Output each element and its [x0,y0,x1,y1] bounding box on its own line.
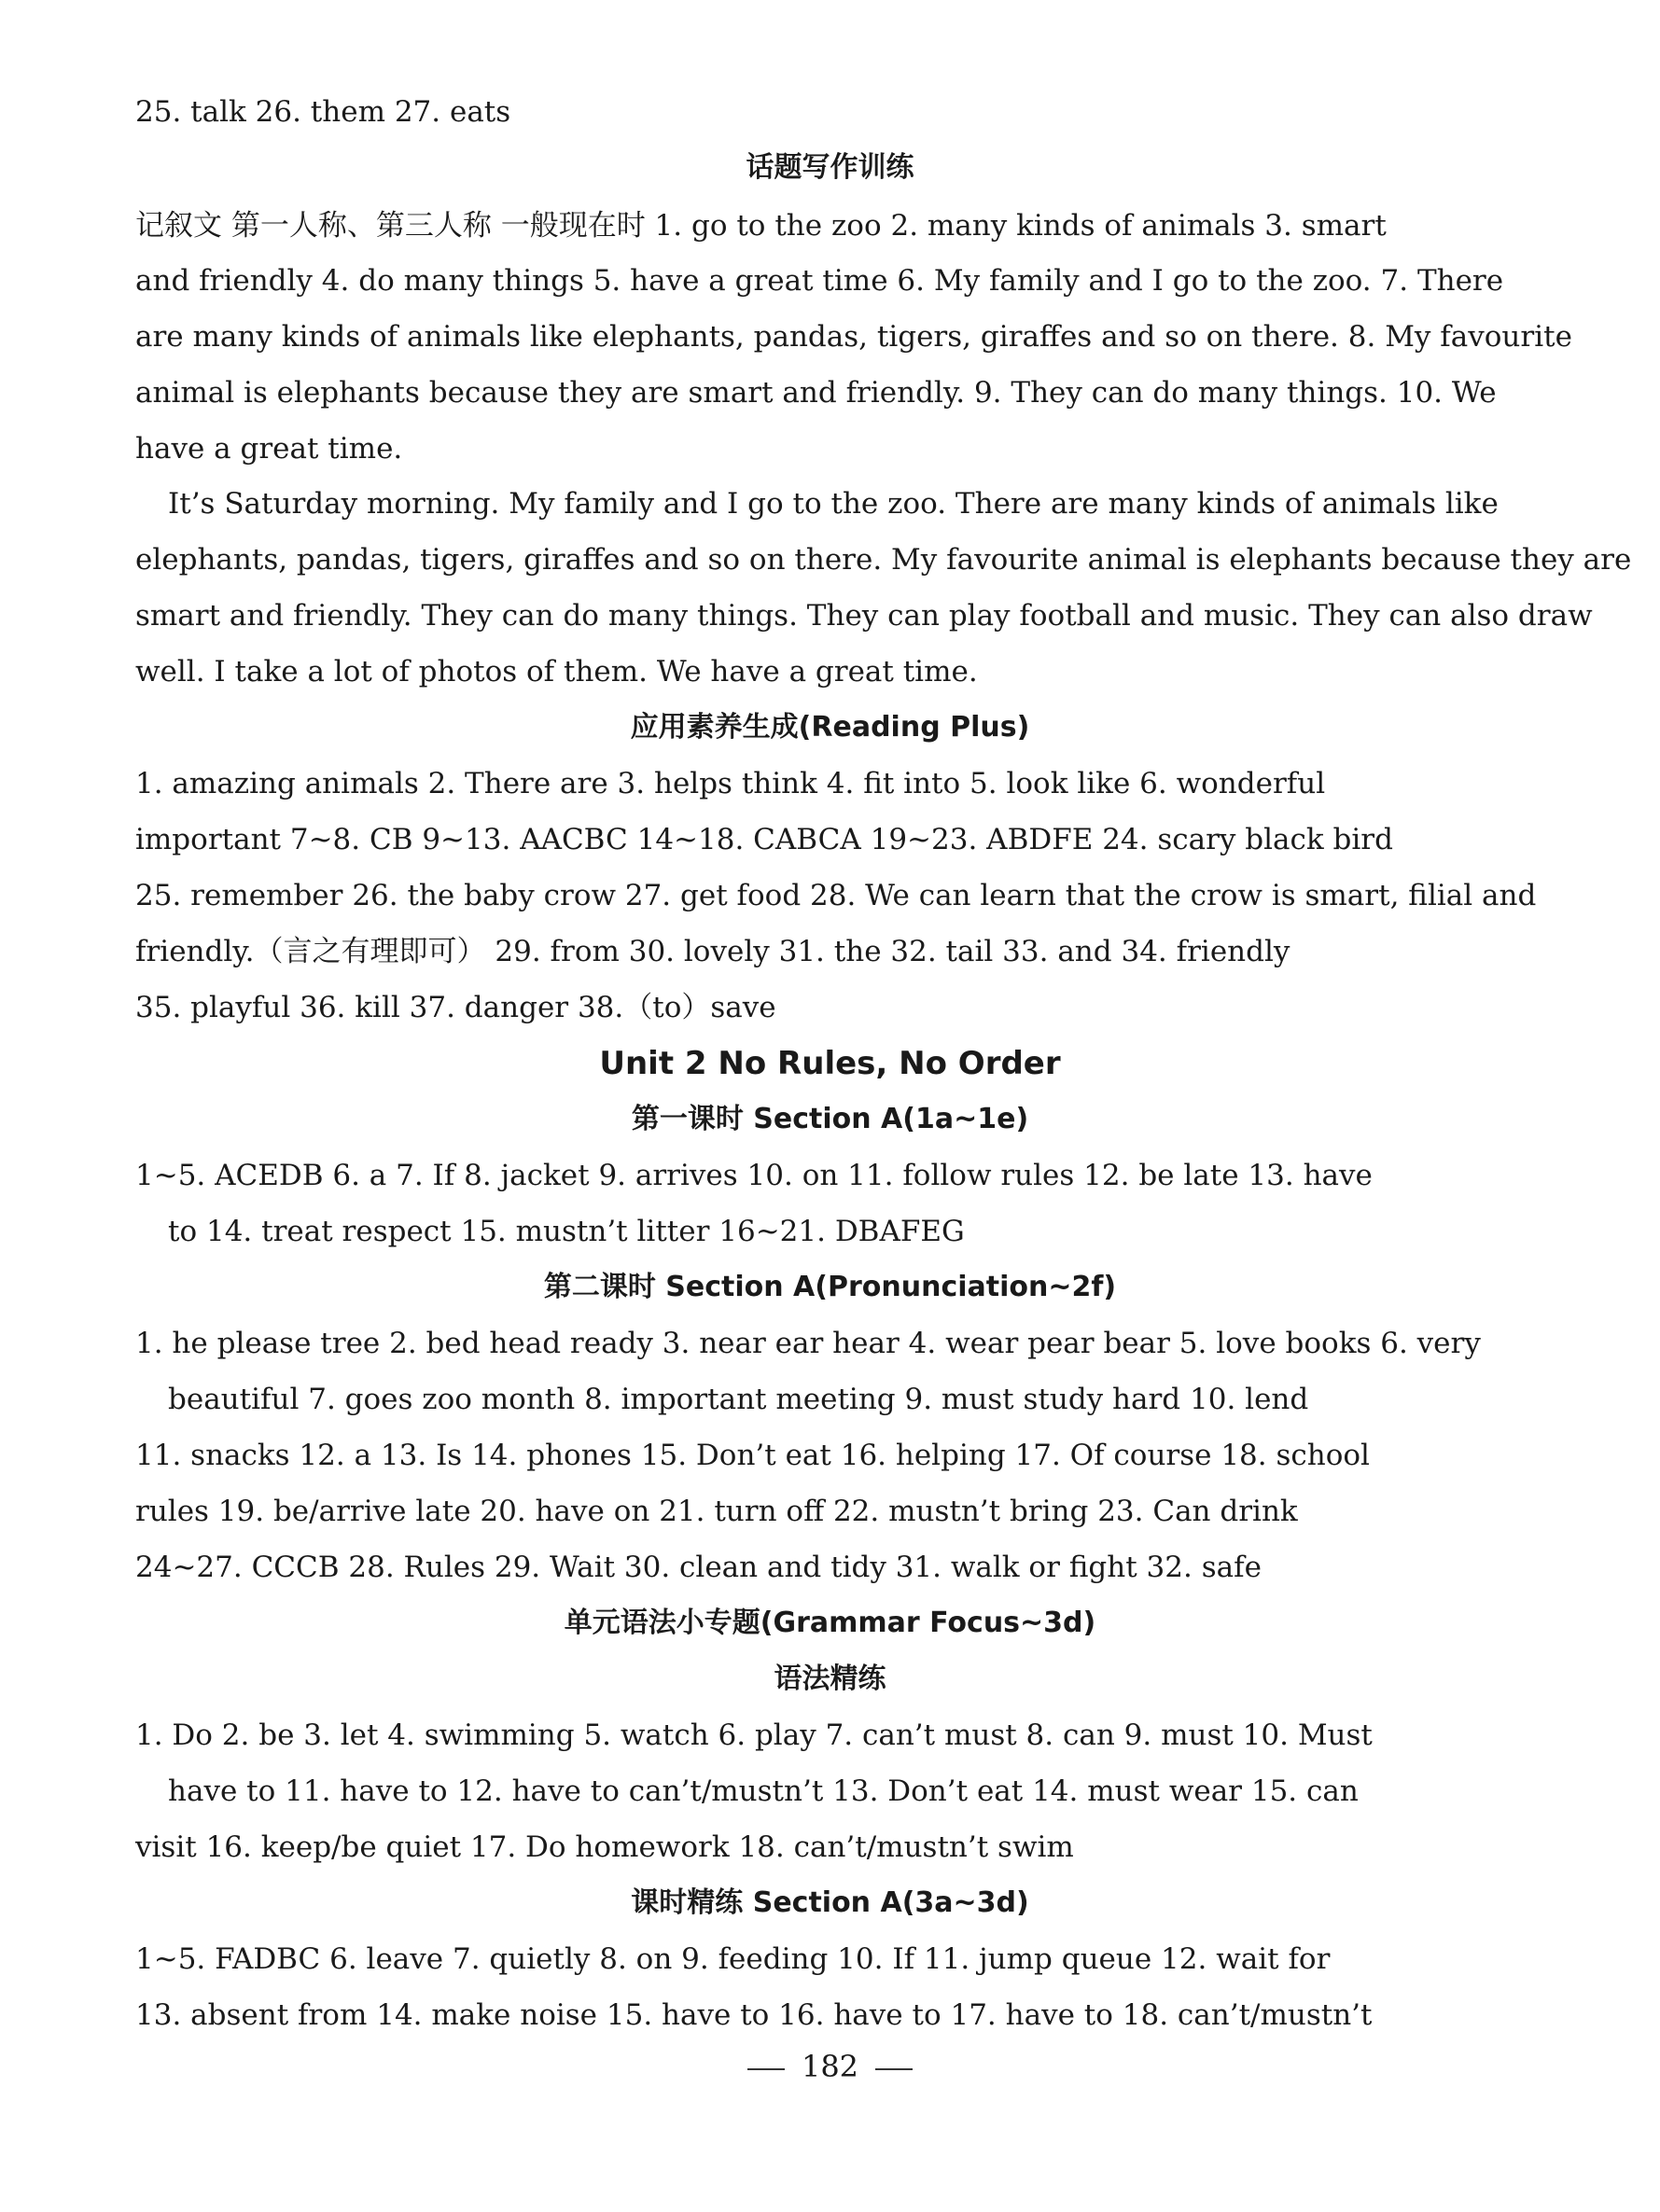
essay-line: It’s Saturday morning. My family and I go to the zoo. There are many kinds of animals like [168,487,1499,521]
answer-line: visit 16. keep/be quiet 17. Do homework 18. can’t/mustn’t swim [135,1830,1074,1864]
answer-line: animal is elephants because they are smart and friendly. 9. They can do many things. 10. We [135,376,1497,410]
answer-line: 1~5. ACEDB 6. a 7. If 8. jacket 9. arrives 10. on 11. follow rules 12. be late 13. have [135,1159,1373,1192]
section-heading-grammar-practice: 语法精练 [774,1662,886,1695]
answer-line: 25. talk 26. them 27. eats [135,95,511,129]
answer-line: 1~5. FADBC 6. leave 7. quietly 8. on 9. feeding 10. If 11. jump queue 12. wait for [135,1942,1331,1976]
answer-line: 25. remember 26. the baby crow 27. get food 28. We can learn that the crow is smart, filial and [135,879,1537,912]
footer-dash-left [747,2068,785,2070]
answer-line: have to 11. have to 12. have to can’t/mustn’t 13. Don’t eat 14. must wear 15. can [168,1774,1359,1808]
answer-line: 1. he please tree 2. bed head ready 3. near ear hear 4. wear pear bear 5. love books 6. very [135,1327,1481,1360]
answer-line: beautiful 7. goes zoo month 8. important meeting 9. must study hard 10. lend [168,1383,1309,1416]
answer-line: 11. snacks 12. a 13. Is 14. phones 15. Don’t eat 16. helping 17. Of course 18. school [135,1439,1370,1472]
answer-line: 1. Do 2. be 3. let 4. swimming 5. watch 6. play 7. can’t must 8. can 9. must 10. Must [135,1718,1373,1752]
answer-line: 35. playful 36. kill 37. danger 38.（to）save [135,991,776,1024]
answer-line: 24~27. CCCB 28. Rules 29. Wait 30. clean and tidy 31. walk or fight 32. safe [135,1551,1262,1584]
answer-line: and friendly 4. do many things 5. have a great time 6. My family and I go to the zoo. 7. There [135,264,1504,298]
answer-line: 1. amazing animals 2. There are 3. helps think 4. fit into 5. look like 6. wonderful [135,767,1326,800]
essay-line: smart and friendly. They can do many things. They can play football and music. They can also draw [135,599,1593,633]
essay-line: well. I take a lot of photos of them. We have a great time. [135,655,978,689]
section-heading-grammar-topic: 单元语法小专题(Grammar Focus~3d) [564,1607,1096,1639]
essay-line: elephants, pandas, tigers, giraffes and so on there. My favourite animal is elephants because they are [135,543,1632,577]
footer-dash-right [875,2068,913,2070]
answer-line: are many kinds of animals like elephants, pandas, tigers, giraffes and so on there. 8. My favourite [135,320,1572,354]
answer-line: important 7~8. CB 9~13. AACBC 14~18. CABCA 19~23. ABDFE 24. scary black bird [135,823,1393,856]
answer-line: friendly.（言之有理即可） 29. from 30. lovely 31. the 32. tail 33. and 34. friendly [135,935,1290,968]
answer-line: rules 19. be/arrive late 20. have on 21. turn off 22. mustn’t bring 23. Can drink [135,1495,1298,1528]
section-heading-lesson-practice: 课时精练 Section A(3a~3d) [631,1886,1029,1919]
section-heading-reading-plus: 应用素养生成(Reading Plus) [630,711,1030,744]
unit-title: Unit 2 No Rules, No Order [599,1045,1061,1082]
section-heading-lesson2: 第二课时 Section A(Pronunciation~2f) [543,1271,1117,1303]
answer-line: to 14. treat respect 15. mustn’t litter 16~21. DBAFEG [168,1215,965,1248]
section-heading-writing: 话题写作训练 [746,151,914,184]
answer-line: 13. absent from 14. make noise 15. have to 16. have to 17. have to 18. can’t/mustn’t [135,1998,1373,2032]
section-heading-lesson1: 第一课时 Section A(1a~1e) [631,1103,1029,1135]
answer-line: have a great time. [135,432,403,466]
answer-line: 记叙文 第一人称、第三人称 一般现在时 1. go to the zoo 2. many kinds of animals 3. smart [135,209,1387,243]
page-footer [0,2049,1660,2084]
page-number: 182 [801,2049,859,2084]
